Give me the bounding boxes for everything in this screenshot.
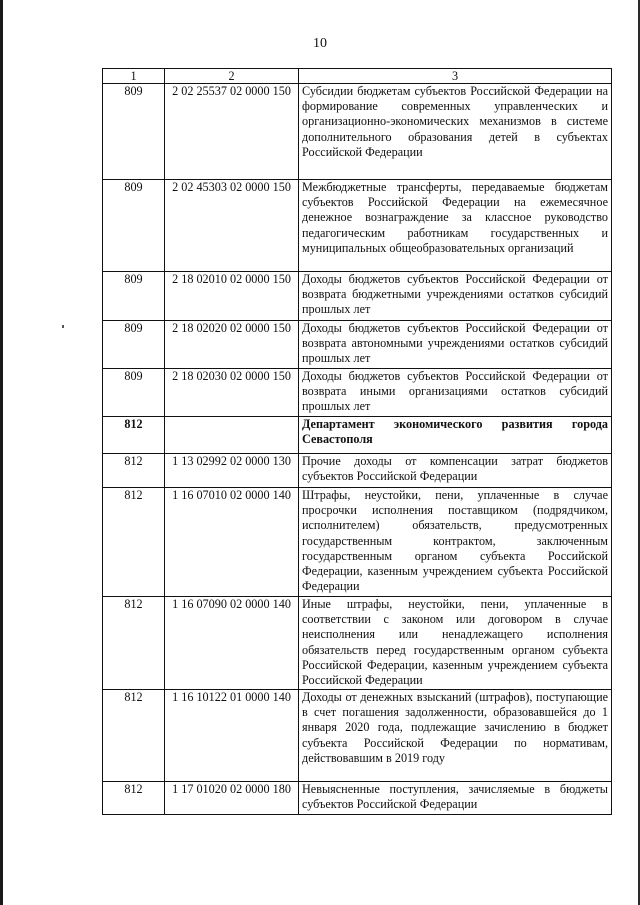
income-name-cell: Доходы бюджетов субъектов Российской Федерации от возврата иными организациями остатков субсидий прошлых лет (299, 369, 612, 417)
table-body (103, 84, 612, 815)
table-row-department-heading (103, 417, 612, 454)
income-name-cell: Доходы от денежных взысканий (штрафов), поступающие в счет погашения задолженности, образовавшейся до 1 января 2020 года, подлежащие зачислению в бюджет субъекта Российской Федерации по нормативам, действовавшим в 2019 году (299, 690, 612, 782)
table-row (103, 782, 612, 815)
budget-code-cell: 2 02 25537 02 0000 150 (165, 84, 299, 180)
admin-code-cell: 809 (103, 84, 165, 180)
table-row (103, 488, 612, 597)
income-name-cell: Прочие доходы от компенсации затрат бюджетов субъектов Российской Федерации (299, 454, 612, 488)
income-name-cell: Штрафы, неустойки, пени, уплаченные в случае просрочки исполнения поставщиком (подрядчиком, исполнителем) обязательств, предусмотренных государственным контрактом, заключенным государственным органом субъекта Российской Федерации, казенным учреждением субъекта Российской Федерации (299, 488, 612, 597)
admin-code-cell: 809 (103, 272, 165, 321)
budget-code-cell (165, 417, 299, 454)
income-name-cell: Иные штрафы, неустойки, пени, уплаченные в соответствии с законом или договором в случае неисполнения или ненадлежащего исполнения обязательств перед государственным органом субъекта Российской Федерации, казенным учреждением субъекта Российской Федерации (299, 597, 612, 690)
admin-code-cell: 809 (103, 369, 165, 417)
table-row (103, 321, 612, 369)
income-name-cell: Доходы бюджетов субъектов Российской Федерации от возврата бюджетными учреждениями остатков субсидий прошлых лет (299, 272, 612, 321)
income-name-cell: Субсидии бюджетам субъектов Российской Федерации на формирование современных управленческих и организационно-экономических механизмов в системе дополнительного образования детей в субъектах Российской Федерации (299, 84, 612, 180)
admin-code-cell: 812 (103, 597, 165, 690)
admin-code-cell: 809 (103, 321, 165, 369)
revenue-codes-table (102, 68, 612, 815)
admin-code-cell: 809 (103, 180, 165, 272)
department-title-cell: Департамент экономического развития города Севастополя (299, 417, 612, 454)
income-name-cell: Доходы бюджетов субъектов Российской Федерации от возврата автономными учреждениями остатков субсидий прошлых лет (299, 321, 612, 369)
income-name-cell: Невыясненные поступления, зачисляемые в бюджеты субъектов Российской Федерации (299, 782, 612, 815)
table-row (103, 690, 612, 782)
column-header-1: 1 (103, 69, 165, 84)
column-header-2: 2 (165, 69, 299, 84)
budget-code-cell: 1 17 01020 02 0000 180 (165, 782, 299, 815)
budget-code-cell: 1 13 02992 02 0000 130 (165, 454, 299, 488)
income-name-cell: Межбюджетные трансферты, передаваемые бюджетам субъектов Российской Федерации на ежемесячное денежное вознаграждение за классное руководство педагогическим работникам государственных и муниципальных общеобразовательных организаций (299, 180, 612, 272)
admin-code-cell: 812 (103, 690, 165, 782)
admin-code-cell: 812 (103, 488, 165, 597)
table-row (103, 84, 612, 180)
budget-code-cell: 2 02 45303 02 0000 150 (165, 180, 299, 272)
table-row (103, 597, 612, 690)
table-header-row (103, 69, 612, 84)
budget-code-cell: 1 16 07010 02 0000 140 (165, 488, 299, 597)
budget-code-cell: 2 18 02030 02 0000 150 (165, 369, 299, 417)
table-row (103, 272, 612, 321)
admin-code-cell: 812 (103, 782, 165, 815)
budget-code-cell: 1 16 10122 01 0000 140 (165, 690, 299, 782)
column-header-3: 3 (299, 69, 612, 84)
scan-left-edge (0, 0, 3, 905)
table-row (103, 180, 612, 272)
table-row (103, 454, 612, 488)
budget-code-cell: 1 16 07090 02 0000 140 (165, 597, 299, 690)
scan-speck (62, 325, 64, 328)
admin-code-cell: 812 (103, 417, 165, 454)
budget-code-cell: 2 18 02010 02 0000 150 (165, 272, 299, 321)
admin-code-cell: 812 (103, 454, 165, 488)
budget-code-cell: 2 18 02020 02 0000 150 (165, 321, 299, 369)
table-row (103, 369, 612, 417)
page-number: 10 (313, 36, 327, 51)
